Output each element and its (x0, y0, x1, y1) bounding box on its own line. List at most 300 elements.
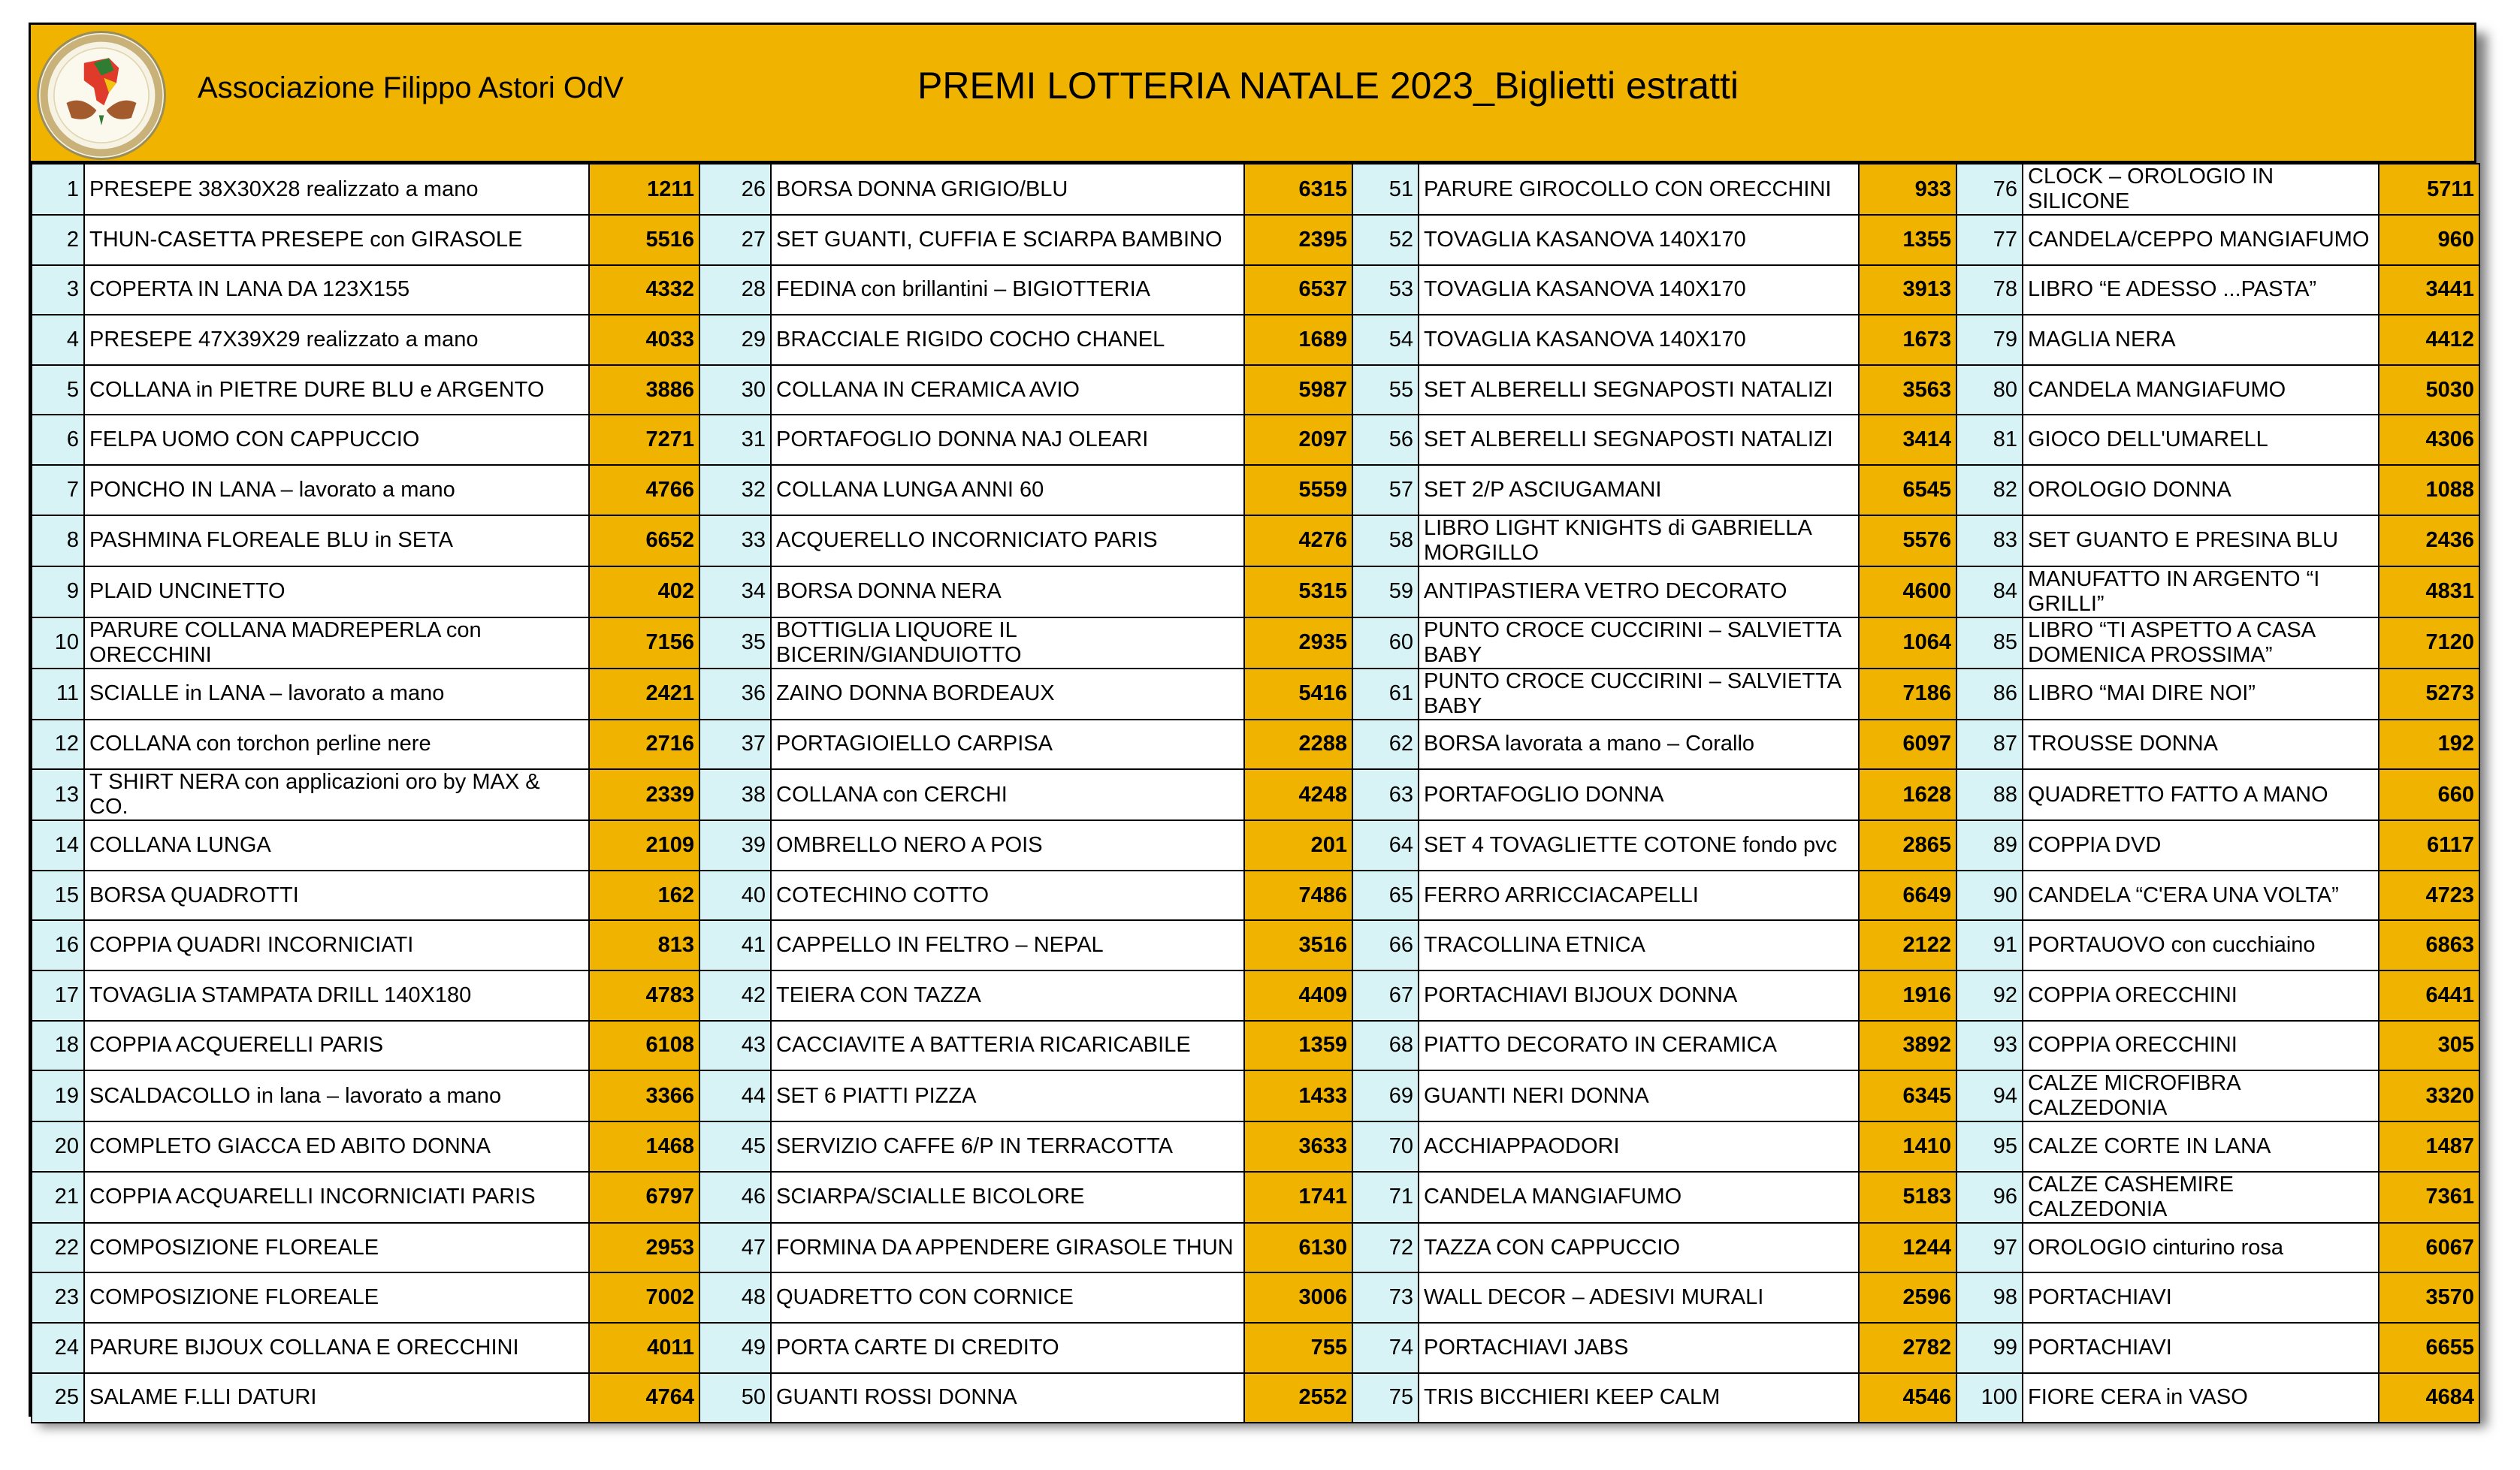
prize-number: 72 (1352, 1223, 1419, 1273)
prize-number: 37 (699, 720, 771, 770)
prize-number: 100 (1956, 1373, 2023, 1423)
prize-number: 11 (32, 669, 84, 720)
prize-name: COTECHINO COTTO (771, 871, 1244, 921)
prize-number: 32 (699, 465, 771, 515)
ticket-number: 6797 (589, 1172, 699, 1223)
prize-number: 79 (1956, 315, 2023, 365)
ticket-number: 6649 (1859, 871, 1956, 921)
prize-number: 87 (1956, 720, 2023, 770)
table-row (32, 566, 2479, 617)
prize-number: 10 (32, 617, 84, 669)
prize-name: PORTAFOGLIO DONNA (1419, 769, 1859, 820)
prize-name: SERVIZIO CAFFE 6/P IN TERRACOTTA (771, 1121, 1244, 1172)
ticket-number: 1244 (1859, 1223, 1956, 1273)
prize-number: 78 (1956, 265, 2023, 315)
prize-number: 94 (1956, 1070, 2023, 1121)
ticket-number: 305 (2379, 1021, 2479, 1071)
prize-name: FELPA UOMO CON CAPPUCCIO (84, 415, 589, 465)
prize-number: 50 (699, 1373, 771, 1423)
ticket-number: 2097 (1244, 415, 1352, 465)
prize-name: OMBRELLO NERO A POIS (771, 820, 1244, 871)
prize-name: COPERTA IN LANA DA 123X155 (84, 265, 589, 315)
table-row (32, 415, 2479, 465)
ticket-number: 1410 (1859, 1121, 1956, 1172)
prize-number: 52 (1352, 215, 1419, 265)
prize-name: COPPIA QUADRI INCORNICIATI (84, 920, 589, 970)
prize-number: 91 (1956, 920, 2023, 970)
prize-number: 14 (32, 820, 84, 871)
prize-number: 65 (1352, 871, 1419, 921)
prize-number: 63 (1352, 769, 1419, 820)
prize-name: T SHIRT NERA con applicazioni oro by MAX & CO. (84, 769, 589, 820)
prize-number: 28 (699, 265, 771, 315)
table-row (32, 820, 2479, 871)
ticket-number: 3366 (589, 1070, 699, 1121)
ticket-number: 1088 (2379, 465, 2479, 515)
ticket-number: 162 (589, 871, 699, 921)
table-row (32, 315, 2479, 365)
prize-number: 3 (32, 265, 84, 315)
prize-name: SALAME F.LLI DATURI (84, 1373, 589, 1423)
prize-name: GUANTI NERI DONNA (1419, 1070, 1859, 1121)
prize-number: 30 (699, 365, 771, 415)
prize-name: CAPPELLO IN FELTRO – NEPAL (771, 920, 1244, 970)
prize-number: 40 (699, 871, 771, 921)
prize-number: 68 (1352, 1021, 1419, 1071)
prize-number: 26 (699, 164, 771, 215)
prize-name: QUADRETTO FATTO A MANO (2023, 769, 2379, 820)
prize-name: PORTAGIOIELLO CARPISA (771, 720, 1244, 770)
table-row (32, 1373, 2479, 1423)
prize-name: BORSA DONNA NERA (771, 566, 1244, 617)
ticket-number: 2288 (1244, 720, 1352, 770)
prize-number: 98 (1956, 1272, 2023, 1323)
prize-name: QUADRETTO CON CORNICE (771, 1272, 1244, 1323)
prize-name: PRESEPE 38X30X28 realizzato a mano (84, 164, 589, 215)
ticket-number: 5559 (1244, 465, 1352, 515)
prize-name: ZAINO DONNA BORDEAUX (771, 669, 1244, 720)
prize-number: 23 (32, 1272, 84, 1323)
ticket-number: 2935 (1244, 617, 1352, 669)
ticket-number: 5030 (2379, 365, 2479, 415)
ticket-number: 7361 (2379, 1172, 2479, 1223)
ticket-number: 1468 (589, 1121, 699, 1172)
prize-number: 92 (1956, 970, 2023, 1021)
ticket-number: 4831 (2379, 566, 2479, 617)
prize-name: COPPIA ACQUERELLI PARIS (84, 1021, 589, 1071)
prize-name: TOVAGLIA STAMPATA DRILL 140X180 (84, 970, 589, 1021)
ticket-number: 4409 (1244, 970, 1352, 1021)
prize-name: COLLANA in PIETRE DURE BLU e ARGENTO (84, 365, 589, 415)
ticket-number: 1673 (1859, 315, 1956, 365)
prize-number: 13 (32, 769, 84, 820)
ticket-number: 2596 (1859, 1272, 1956, 1323)
ticket-number: 3633 (1244, 1121, 1352, 1172)
prize-name: BORSA DONNA GRIGIO/BLU (771, 164, 1244, 215)
ticket-number: 6108 (589, 1021, 699, 1071)
prize-name: PUNTO CROCE CUCCIRINI – SALVIETTA BABY (1419, 617, 1859, 669)
prize-name: COMPOSIZIONE FLOREALE (84, 1272, 589, 1323)
prize-number: 70 (1352, 1121, 1419, 1172)
prize-number: 38 (699, 769, 771, 820)
table-row (32, 617, 2479, 669)
ticket-number: 5987 (1244, 365, 1352, 415)
prize-name: WALL DECOR – ADESIVI MURALI (1419, 1272, 1859, 1323)
prize-number: 47 (699, 1223, 771, 1273)
prize-name: PLAID UNCINETTO (84, 566, 589, 617)
prize-name: FORMINA DA APPENDERE GIRASOLE THUN (771, 1223, 1244, 1273)
table-row (32, 720, 2479, 770)
prize-name: TRIS BICCHIERI KEEP CALM (1419, 1373, 1859, 1423)
table-row (32, 1323, 2479, 1373)
ticket-number: 6345 (1859, 1070, 1956, 1121)
prize-number: 21 (32, 1172, 84, 1223)
prize-number: 61 (1352, 669, 1419, 720)
ticket-number: 4684 (2379, 1373, 2479, 1423)
prize-name: LIBRO “E ADESSO ...PASTA” (2023, 265, 2379, 315)
association-logo-icon (37, 31, 166, 160)
prize-number: 9 (32, 566, 84, 617)
prize-number: 69 (1352, 1070, 1419, 1121)
ticket-number: 6097 (1859, 720, 1956, 770)
prize-name: BOTTIGLIA LIQUORE IL BICERIN/GIANDUIOTTO (771, 617, 1244, 669)
ticket-number: 7002 (589, 1272, 699, 1323)
table-row (32, 970, 2479, 1021)
prize-name: LIBRO “MAI DIRE NOI” (2023, 669, 2379, 720)
prize-number: 18 (32, 1021, 84, 1071)
prize-name: ANTIPASTIERA VETRO DECORATO (1419, 566, 1859, 617)
prize-number: 34 (699, 566, 771, 617)
prize-name: MAGLIA NERA (2023, 315, 2379, 365)
prize-number: 84 (1956, 566, 2023, 617)
prize-name: TOVAGLIA KASANOVA 140X170 (1419, 315, 1859, 365)
prize-name: BORSA lavorata a mano – Corallo (1419, 720, 1859, 770)
prize-number: 74 (1352, 1323, 1419, 1373)
prize-number: 42 (699, 970, 771, 1021)
prize-name: SET GUANTI, CUFFIA E SCIARPA BAMBINO (771, 215, 1244, 265)
prize-name: FEDINA con brillantini – BIGIOTTERIA (771, 265, 1244, 315)
ticket-number: 2716 (589, 720, 699, 770)
prize-number: 83 (1956, 515, 2023, 566)
ticket-number: 6315 (1244, 164, 1352, 215)
prize-number: 36 (699, 669, 771, 720)
ticket-number: 813 (589, 920, 699, 970)
prize-name: GIOCO DELL'UMARELL (2023, 415, 2379, 465)
prize-number: 97 (1956, 1223, 2023, 1273)
prize-name: SET ALBERELLI SEGNAPOSTI NATALIZI (1419, 415, 1859, 465)
prize-name: COMPOSIZIONE FLOREALE (84, 1223, 589, 1273)
prize-number: 35 (699, 617, 771, 669)
ticket-number: 7156 (589, 617, 699, 669)
prize-name: CALZE MICROFIBRA CALZEDONIA (2023, 1070, 2379, 1121)
ticket-number: 6863 (2379, 920, 2479, 970)
prize-number: 95 (1956, 1121, 2023, 1172)
prize-number: 25 (32, 1373, 84, 1423)
prize-name: OROLOGIO cinturino rosa (2023, 1223, 2379, 1273)
prize-number: 22 (32, 1223, 84, 1273)
ticket-number: 2865 (1859, 820, 1956, 871)
ticket-number: 1487 (2379, 1121, 2479, 1172)
prize-name: SCIALLE in LANA – lavorato a mano (84, 669, 589, 720)
ticket-number: 2436 (2379, 515, 2479, 566)
ticket-number: 402 (589, 566, 699, 617)
prize-name: PORTACHIAVI (2023, 1323, 2379, 1373)
ticket-number: 3320 (2379, 1070, 2479, 1121)
prize-number: 51 (1352, 164, 1419, 215)
prize-number: 56 (1352, 415, 1419, 465)
ticket-number: 1741 (1244, 1172, 1352, 1223)
ticket-number: 1628 (1859, 769, 1956, 820)
prize-number: 96 (1956, 1172, 2023, 1223)
prize-number: 59 (1352, 566, 1419, 617)
ticket-number: 2339 (589, 769, 699, 820)
ticket-number: 201 (1244, 820, 1352, 871)
ticket-number: 5576 (1859, 515, 1956, 566)
prize-name: PORTAFOGLIO DONNA NAJ OLEARI (771, 415, 1244, 465)
prize-name: ACQUERELLO INCORNICIATO PARIS (771, 515, 1244, 566)
prize-name: TRACOLLINA ETNICA (1419, 920, 1859, 970)
prize-name: BORSA QUADROTTI (84, 871, 589, 921)
prize-number: 75 (1352, 1373, 1419, 1423)
ticket-number: 4332 (589, 265, 699, 315)
prize-number: 17 (32, 970, 84, 1021)
prize-number: 24 (32, 1323, 84, 1373)
ticket-number: 3570 (2379, 1272, 2479, 1323)
prize-name: CANDELA “C'ERA UNA VOLTA” (2023, 871, 2379, 921)
table-row (32, 1223, 2479, 1273)
table-row (32, 1272, 2479, 1323)
prize-name: FIORE CERA in VASO (2023, 1373, 2379, 1423)
prize-name: SET ALBERELLI SEGNAPOSTI NATALIZI (1419, 365, 1859, 415)
prize-name: COPPIA ORECCHINI (2023, 1021, 2379, 1071)
prize-number: 44 (699, 1070, 771, 1121)
ticket-number: 4306 (2379, 415, 2479, 465)
prize-table (31, 163, 2480, 1423)
ticket-number: 3441 (2379, 265, 2479, 315)
prize-name: COPPIA ACQUARELLI INCORNICIATI PARIS (84, 1172, 589, 1223)
ticket-number: 3886 (589, 365, 699, 415)
prize-number: 4 (32, 315, 84, 365)
prize-name: PORTACHIAVI JABS (1419, 1323, 1859, 1373)
ticket-number: 6537 (1244, 265, 1352, 315)
prize-name: PARURE GIROCOLLO CON ORECCHINI (1419, 164, 1859, 215)
prize-number: 41 (699, 920, 771, 970)
ticket-number: 2782 (1859, 1323, 1956, 1373)
organization-name: Associazione Filippo Astori OdV (198, 71, 624, 104)
prize-name: PONCHO IN LANA – lavorato a mano (84, 465, 589, 515)
ticket-number: 3414 (1859, 415, 1956, 465)
table-row (32, 164, 2479, 215)
prize-name: CLOCK – OROLOGIO IN SILICONE (2023, 164, 2379, 215)
lottery-sheet (29, 23, 2476, 1417)
prize-number: 64 (1352, 820, 1419, 871)
prize-number: 12 (32, 720, 84, 770)
prize-number: 71 (1352, 1172, 1419, 1223)
prize-number: 8 (32, 515, 84, 566)
prize-number: 46 (699, 1172, 771, 1223)
prize-name: TOVAGLIA KASANOVA 140X170 (1419, 265, 1859, 315)
prize-number: 54 (1352, 315, 1419, 365)
ticket-number: 3563 (1859, 365, 1956, 415)
ticket-number: 6545 (1859, 465, 1956, 515)
prize-number: 93 (1956, 1021, 2023, 1071)
prize-name: SET GUANTO E PRESINA BLU (2023, 515, 2379, 566)
prize-number: 62 (1352, 720, 1419, 770)
ticket-number: 1064 (1859, 617, 1956, 669)
prize-name: MANUFATTO IN ARGENTO “I GRILLI” (2023, 566, 2379, 617)
prize-name: COPPIA ORECCHINI (2023, 970, 2379, 1021)
ticket-number: 6652 (589, 515, 699, 566)
table-row (32, 669, 2479, 720)
ticket-number: 4011 (589, 1323, 699, 1373)
table-row (32, 1021, 2479, 1071)
prize-name: SET 6 PIATTI PIZZA (771, 1070, 1244, 1121)
ticket-number: 1211 (589, 164, 699, 215)
ticket-number: 1355 (1859, 215, 1956, 265)
ticket-number: 6117 (2379, 820, 2479, 871)
prize-number: 45 (699, 1121, 771, 1172)
prize-name: CANDELA MANGIAFUMO (2023, 365, 2379, 415)
ticket-number: 4248 (1244, 769, 1352, 820)
prize-name: TROUSSE DONNA (2023, 720, 2379, 770)
ticket-number: 5315 (1244, 566, 1352, 617)
table-row (32, 265, 2479, 315)
prize-name: COLLANA LUNGA ANNI 60 (771, 465, 1244, 515)
prize-name: CANDELA/CEPPO MANGIAFUMO (2023, 215, 2379, 265)
table-row (32, 769, 2479, 820)
ticket-number: 192 (2379, 720, 2479, 770)
prize-number: 99 (1956, 1323, 2023, 1373)
ticket-number: 6655 (2379, 1323, 2479, 1373)
prize-number: 29 (699, 315, 771, 365)
prize-number: 20 (32, 1121, 84, 1172)
ticket-number: 6130 (1244, 1223, 1352, 1273)
prize-number: 57 (1352, 465, 1419, 515)
prize-name: PORTACHIAVI BIJOUX DONNA (1419, 970, 1859, 1021)
prize-name: ACCHIAPPAODORI (1419, 1121, 1859, 1172)
prize-number: 27 (699, 215, 771, 265)
prize-name: PARURE COLLANA MADREPERLA con ORECCHINI (84, 617, 589, 669)
prize-number: 82 (1956, 465, 2023, 515)
ticket-number: 4783 (589, 970, 699, 1021)
prize-name: TOVAGLIA KASANOVA 140X170 (1419, 215, 1859, 265)
prize-number: 19 (32, 1070, 84, 1121)
prize-name: COLLANA con torchon perline nere (84, 720, 589, 770)
ticket-number: 5516 (589, 215, 699, 265)
prize-name: COMPLETO GIACCA ED ABITO DONNA (84, 1121, 589, 1172)
prize-number: 5 (32, 365, 84, 415)
ticket-number: 4764 (589, 1373, 699, 1423)
prize-number: 7 (32, 465, 84, 515)
ticket-number: 7271 (589, 415, 699, 465)
prize-name: CALZE CORTE IN LANA (2023, 1121, 2379, 1172)
ticket-number: 5183 (1859, 1172, 1956, 1223)
prize-name: PORTACHIAVI (2023, 1272, 2379, 1323)
ticket-number: 3006 (1244, 1272, 1352, 1323)
ticket-number: 4033 (589, 315, 699, 365)
ticket-number: 4766 (589, 465, 699, 515)
ticket-number: 3516 (1244, 920, 1352, 970)
prize-number: 76 (1956, 164, 2023, 215)
prize-number: 88 (1956, 769, 2023, 820)
prize-number: 85 (1956, 617, 2023, 669)
table-row (32, 215, 2479, 265)
ticket-number: 2109 (589, 820, 699, 871)
prize-name: SET 2/P ASCIUGAMANI (1419, 465, 1859, 515)
prize-name: GUANTI ROSSI DONNA (771, 1373, 1244, 1423)
ticket-number: 5711 (2379, 164, 2479, 215)
prize-name: SCALDACOLLO in lana – lavorato a mano (84, 1070, 589, 1121)
table-row (32, 365, 2479, 415)
prize-number: 58 (1352, 515, 1419, 566)
ticket-number: 7486 (1244, 871, 1352, 921)
prize-number: 53 (1352, 265, 1419, 315)
prize-name: BRACCIALE RIGIDO COCHO CHANEL (771, 315, 1244, 365)
prize-number: 33 (699, 515, 771, 566)
table-row (32, 1070, 2479, 1121)
prize-name: COPPIA DVD (2023, 820, 2379, 871)
prize-number: 73 (1352, 1272, 1419, 1323)
prize-number: 16 (32, 920, 84, 970)
prize-number: 43 (699, 1021, 771, 1071)
prize-number: 86 (1956, 669, 2023, 720)
table-row (32, 515, 2479, 566)
prize-name: PORTAUOVO con cucchiaino (2023, 920, 2379, 970)
prize-number: 39 (699, 820, 771, 871)
ticket-number: 3913 (1859, 265, 1956, 315)
prize-number: 67 (1352, 970, 1419, 1021)
ticket-number: 2395 (1244, 215, 1352, 265)
prize-name: COLLANA con CERCHI (771, 769, 1244, 820)
ticket-number: 4412 (2379, 315, 2479, 365)
ticket-number: 4546 (1859, 1373, 1956, 1423)
ticket-number: 5273 (2379, 669, 2479, 720)
prize-number: 6 (32, 415, 84, 465)
prize-number: 90 (1956, 871, 2023, 921)
ticket-number: 2953 (589, 1223, 699, 1273)
prize-number: 77 (1956, 215, 2023, 265)
prize-number: 1 (32, 164, 84, 215)
page-title: PREMI LOTTERIA NATALE 2023_Biglietti estratti (917, 65, 1739, 107)
ticket-number: 2552 (1244, 1373, 1352, 1423)
ticket-number: 2421 (589, 669, 699, 720)
ticket-number: 660 (2379, 769, 2479, 820)
prize-name: PORTA CARTE DI CREDITO (771, 1323, 1244, 1373)
prize-name: THUN-CASETTA PRESEPE con GIRASOLE (84, 215, 589, 265)
table-row (32, 465, 2479, 515)
prize-name: SCIARPA/SCIALLE BICOLORE (771, 1172, 1244, 1223)
prize-name: CACCIAVITE A BATTERIA RICARICABILE (771, 1021, 1244, 1071)
ticket-number: 1359 (1244, 1021, 1352, 1071)
prize-name: OROLOGIO DONNA (2023, 465, 2379, 515)
ticket-number: 2122 (1859, 920, 1956, 970)
prize-name: PASHMINA FLOREALE BLU in SETA (84, 515, 589, 566)
prize-number: 80 (1956, 365, 2023, 415)
prize-name: TAZZA CON CAPPUCCIO (1419, 1223, 1859, 1273)
prize-number: 55 (1352, 365, 1419, 415)
prize-name: COLLANA LUNGA (84, 820, 589, 871)
prize-number: 81 (1956, 415, 2023, 465)
prize-number: 15 (32, 871, 84, 921)
prize-number: 60 (1352, 617, 1419, 669)
table-row (32, 1172, 2479, 1223)
ticket-number: 6067 (2379, 1223, 2479, 1273)
ticket-number: 1689 (1244, 315, 1352, 365)
ticket-number: 4276 (1244, 515, 1352, 566)
prize-name: SET 4 TOVAGLIETTE COTONE fondo pvc (1419, 820, 1859, 871)
ticket-number: 7186 (1859, 669, 1956, 720)
prize-name: COLLANA IN CERAMICA AVIO (771, 365, 1244, 415)
